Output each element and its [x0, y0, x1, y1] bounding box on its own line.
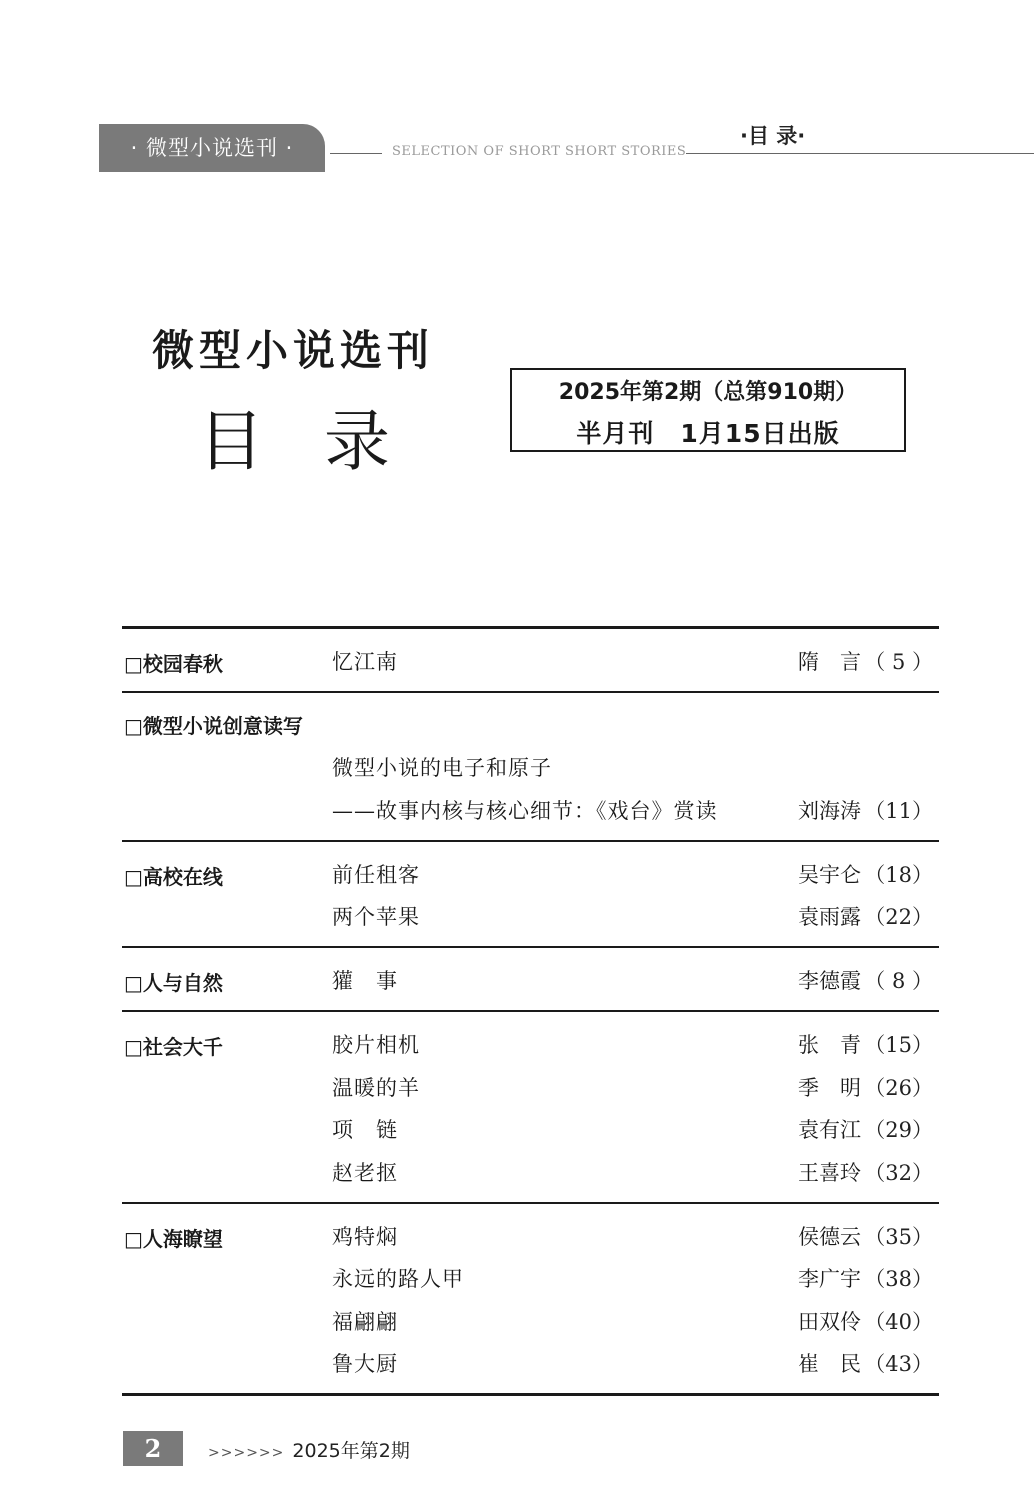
- section-name: □社会大千: [124, 1035, 223, 1059]
- entry-author: 季 明: [798, 1075, 861, 1100]
- toc-entry[interactable]: [122, 859, 939, 902]
- entry-page: （15）: [864, 1033, 933, 1057]
- entry-title: 永远的路人甲: [332, 1267, 464, 1291]
- entry-page: （ 5 ）: [864, 650, 933, 674]
- entry-title: 獾 事: [332, 969, 398, 993]
- entry-author: 张 青: [798, 1033, 861, 1057]
- header-section-label: ·目 录·: [740, 124, 806, 148]
- toc-section: [122, 1202, 939, 1394]
- issue-number: 2025年第2期（总第910期）: [558, 380, 858, 405]
- toc-entry[interactable]: [122, 1157, 939, 1189]
- toc-section: [122, 1010, 939, 1202]
- header-rule-left: [330, 153, 382, 154]
- toc-title: 目录: [198, 403, 450, 480]
- toc-entry[interactable]: [122, 752, 939, 795]
- entry-author: 袁雨露: [798, 905, 861, 929]
- entry-title: 两个苹果: [332, 905, 420, 929]
- entry-page: （ 8 ）: [864, 969, 933, 993]
- entry-page: （18）: [864, 862, 933, 887]
- entry-title: 赵老抠: [332, 1160, 398, 1185]
- toc-section: [122, 840, 939, 947]
- entry-page: （26）: [864, 1075, 933, 1100]
- footer-arrows: >>>>>>: [208, 1445, 285, 1461]
- magazine-title: 微型小说选刊: [152, 326, 435, 375]
- header-english-title: SELECTION OF SHORT SHORT STORIES: [392, 144, 687, 159]
- entry-author: 李广宇: [798, 1267, 861, 1291]
- toc-section: [122, 629, 939, 691]
- entry-page: （29）: [864, 1118, 933, 1142]
- header-tab: · 微型小说选刊 ·: [99, 124, 325, 172]
- toc-entry[interactable]: [122, 965, 939, 997]
- entry-title: 鲁大厨: [332, 1352, 398, 1376]
- entry-title: 胶片相机: [332, 1033, 420, 1057]
- issue-info-box: [510, 368, 906, 452]
- toc-entry[interactable]: [122, 1263, 939, 1306]
- entry-title: 福翩翩: [332, 1309, 398, 1334]
- entry-page: （11）: [864, 798, 933, 823]
- toc-entry[interactable]: [122, 901, 939, 933]
- toc-section: [122, 691, 939, 840]
- toc-entry[interactable]: [122, 1221, 939, 1264]
- entry-title: 忆江南: [332, 650, 398, 674]
- section-name: □人与自然: [124, 971, 223, 995]
- section-name: □微型小说创意读写: [124, 714, 303, 738]
- entry-page: （22）: [864, 905, 933, 929]
- entry-author: 侯德云: [798, 1224, 861, 1249]
- entry-page: （32）: [864, 1160, 933, 1185]
- toc-entry[interactable]: [122, 795, 939, 827]
- section-name: □校园春秋: [124, 652, 223, 676]
- toc-entry[interactable]: [122, 1114, 939, 1157]
- entry-page: （43）: [864, 1352, 933, 1376]
- entry-page: （35）: [864, 1224, 933, 1249]
- entry-author: 崔 民: [798, 1352, 861, 1376]
- entry-author: 李德霞: [798, 969, 861, 993]
- entry-title: 前任租客: [332, 862, 420, 887]
- entry-author: 隋 言: [798, 650, 861, 674]
- entry-title: 项 链: [332, 1118, 398, 1142]
- footer-issue-text: 2025年第2期: [292, 1440, 410, 1462]
- entry-author: 刘海涛: [798, 798, 861, 823]
- entry-author: 王喜玲: [798, 1160, 861, 1185]
- toc-entry[interactable]: [122, 1029, 939, 1072]
- entry-title: 温暖的羊: [332, 1075, 420, 1100]
- section-name: □人海瞭望: [124, 1226, 223, 1251]
- toc-entry[interactable]: [122, 1348, 939, 1380]
- issue-date: 半月刊 1月15日出版: [576, 419, 840, 448]
- toc-entry[interactable]: [122, 646, 939, 678]
- table-of-contents: [122, 626, 939, 1396]
- toc-entry[interactable]: [122, 1072, 939, 1115]
- entry-title: ——故事内核与核心细节：《戏台》赏读: [332, 798, 718, 823]
- toc-section: [122, 946, 939, 1010]
- entry-title: 鸡特焖: [332, 1224, 398, 1249]
- entry-author: 袁有江: [798, 1118, 861, 1142]
- section-name: □高校在线: [124, 864, 223, 889]
- entry-page: （38）: [864, 1267, 933, 1291]
- entry-page: （40）: [864, 1309, 933, 1334]
- header-rule-right: [686, 153, 1034, 154]
- footer-issue: [208, 1436, 410, 1463]
- toc-entry[interactable]: [122, 1306, 939, 1349]
- entry-author: 田双伶: [798, 1309, 861, 1334]
- entry-author: 吴宇仑: [798, 862, 861, 887]
- entry-title: 微型小说的电子和原子: [332, 756, 552, 780]
- page-number: 2: [123, 1431, 183, 1466]
